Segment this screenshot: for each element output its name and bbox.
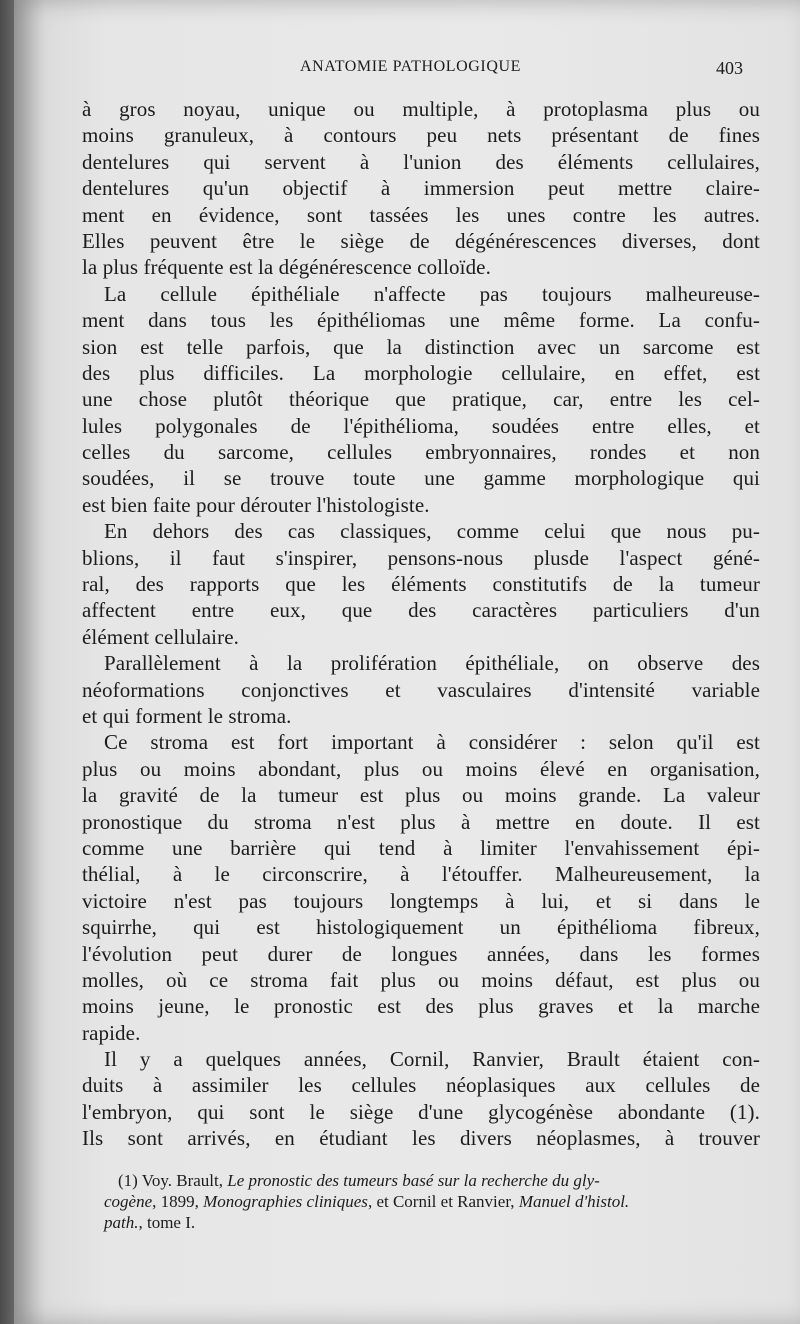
body-text [82,96,760,1152]
text-line: duits à assimiler les cellules néoplasiques aux cellules de [82,1073,760,1098]
footnote-volume: , tome I. [138,1213,196,1232]
text-line: soudées, il se trouve toute une gamme morphologique qui [82,466,760,491]
book-page [14,0,800,1324]
text-line: moins jeune, le pronostic est des plus graves et la marche [82,994,760,1019]
footnote-year: , 1899, [152,1192,204,1211]
text-line: En dehors des cas classiques, comme celui que nous pu- [104,519,760,544]
page-number: 403 [716,58,743,78]
text-line: victoire n'est pas toujours longtemps à lui, et si dans le [82,888,760,913]
text-line: Ils sont arrivés, en étudiant les divers néoplasmes, à trouver [82,1126,760,1151]
text-line: moins granuleux, à contours peu nets présentant de fines [82,123,760,148]
footnote-title-2: Manuel d'histol. [518,1192,630,1211]
text-line: Parallèlement à la prolifération épithéliale, on observe des [104,651,760,676]
text-line: pronostique du stroma n'est plus à mettre en doute. Il est [82,809,760,834]
text-line: celles du sarcome, cellules embryonnaires, rondes et non [82,440,760,465]
text-line: néoformations conjonctives et vasculaires d'intensité variable [82,677,760,702]
text-line: dentelures qu'un objectif à immersion peut mettre claire- [82,176,760,201]
text-line: la gravité de la tumeur est plus ou moins grande. La valeur [82,783,760,808]
footnote-title-1: Le pronostic des tumeurs basé sur la recherche du gly- [227,1171,600,1190]
text-line: Elles peuvent être le siège de dégénérescences diverses, dont [82,228,760,253]
text-line: rapide. [82,1020,141,1045]
footnote-ref: (1) Voy. Brault, [118,1171,228,1190]
footnote [104,1170,760,1233]
text-line: blions, il faut s'inspirer, pensons-nous plusde l'aspect géné- [82,545,760,570]
text-line: dentelures qui servent à l'union des éléments cellulaires, [82,149,760,174]
text-line: La cellule épithéliale n'affecte pas toujours malheureuse- [104,281,760,306]
page-header [14,58,800,88]
text-line: lules polygonales de l'épithélioma, soudées entre elles, et [82,413,760,438]
text-line: molles, où ce stroma fait plus ou moins défaut, est plus ou [82,967,760,992]
text-line: Ce stroma est fort important à considérer : selon qu'il est [104,730,760,755]
text-line: élément cellulaire. [82,624,239,649]
footnote-series: Monographies cliniques [203,1192,368,1211]
text-line: l'évolution peut durer de longues années, dans les formes [82,941,760,966]
text-line: des plus difficiles. La morphologie cellulaire, en effet, est [82,360,760,385]
footnote-title-2-end: path. [104,1213,139,1232]
text-line: à gros noyau, unique ou multiple, à protoplasma plus ou [82,97,760,121]
footnote-line-2 [104,1191,760,1212]
text-line: ral, des rapports que les éléments constitutifs de la tumeur [82,572,760,597]
text-line: ment en évidence, sont tassées les unes contre les autres. [82,202,760,227]
running-head: ANATOMIE PATHOLOGIQUE [300,58,522,75]
footnote-authors: , et Cornil et Ranvier, [367,1192,519,1211]
text-line: l'embryon, qui sont le siège d'une glycogénèse abondante (1). [82,1099,760,1124]
text-line: Il y a quelques années, Cornil, Ranvier, Brault étaient con- [104,1047,760,1072]
footnote-line-3 [104,1212,760,1233]
text-line: plus ou moins abondant, plus ou moins élevé en organisation, [82,756,760,781]
text-line: affectent entre eux, que des caractères particuliers d'un [82,598,760,623]
text-line: ment dans tous les épithéliomas une même forme. La confu- [82,308,760,333]
text-line: sion est telle parfois, que la distinction avec un sarcome est [82,334,760,359]
text-line: comme une barrière qui tend à limiter l'envahissement épi- [82,835,760,860]
footnote-line-1 [104,1170,760,1191]
text-line: thélial, à le circonscrire, à l'étouffer. Malheureusement, la [82,862,760,887]
text-line: squirrhe, qui est histologiquement un épithélioma fibreux, [82,915,760,940]
text-line: et qui forment le stroma. [82,703,292,728]
text-line: est bien faite pour dérouter l'histologiste. [82,492,430,517]
text-line: une chose plutôt théorique que pratique, car, entre les cel- [82,387,760,412]
text-line: la plus fréquente est la dégénérescence colloïde. [82,255,491,280]
footnote-title-1-end: cogène [104,1192,153,1211]
